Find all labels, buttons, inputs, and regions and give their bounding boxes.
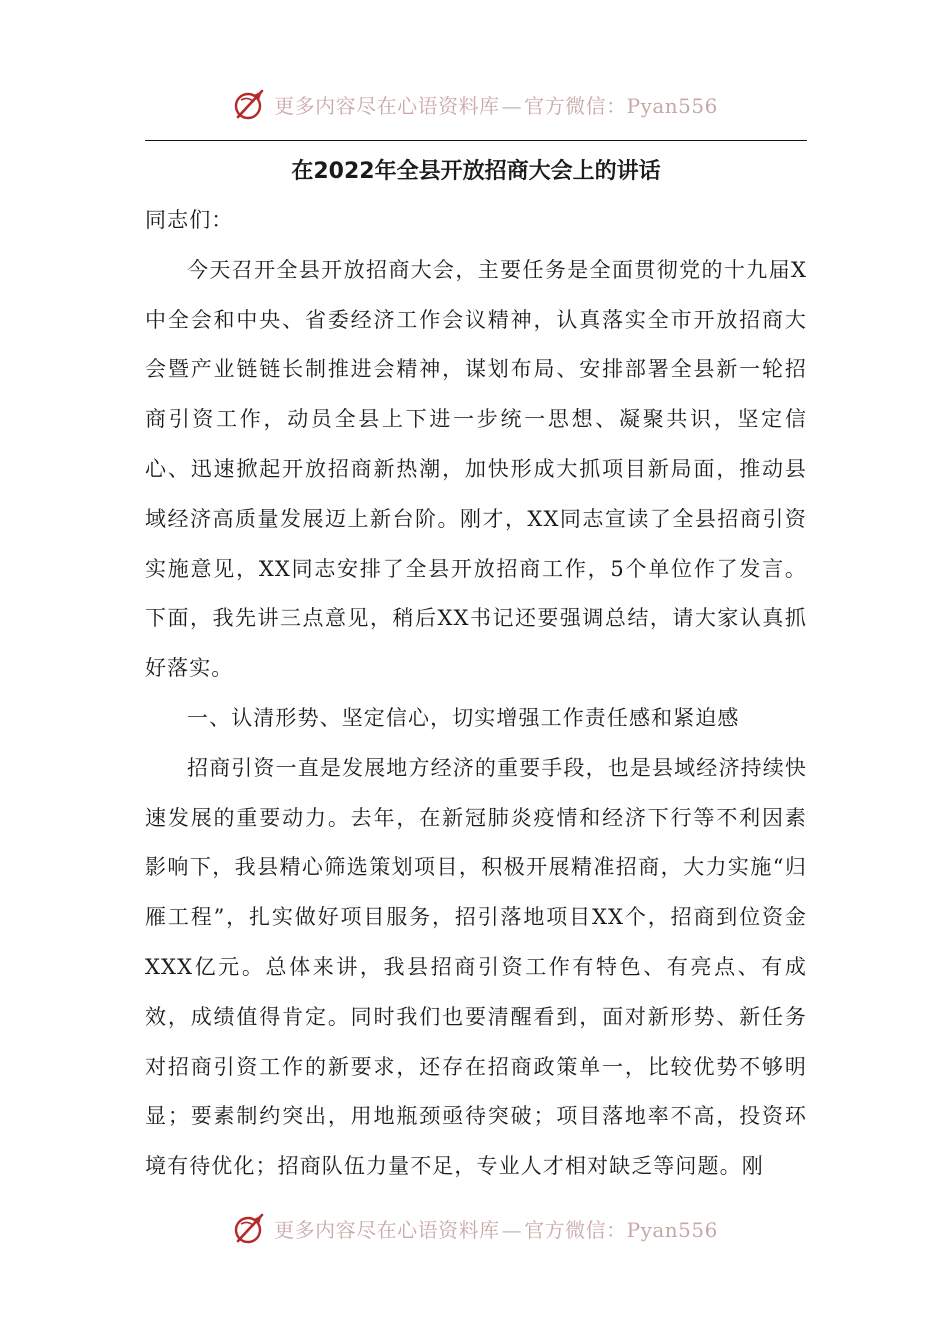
header-rule (145, 140, 807, 141)
section-heading-1: 一、认清形势、坚定信心，切实增强工作责任感和紧迫感 (187, 705, 740, 730)
quill-logo-icon (232, 86, 268, 122)
banner-text: 更多内容尽在心语资料库 — 官方微信：Pyan556 (274, 93, 718, 118)
wechat-account: Pyan556 (626, 93, 718, 118)
header-banner (0, 82, 950, 126)
wechat-account: Pyan556 (626, 1217, 718, 1242)
document-title: 在2022年全县开放招商大会上的讲话 (291, 159, 661, 184)
banner-text: 更多内容尽在心语资料库 — 官方微信：Pyan556 (274, 1217, 718, 1242)
quill-logo-icon (232, 1210, 268, 1246)
paragraph-section-1: 招商引资一直是发展地方经济的重要手段，也是县域经济持续快速发展的重要动力。去年，在新冠肺炎疫情和经济下行等不利因素影响下，我县精心筛选策划项目，积极开展精准招商，大力实施“归雁工程”，扎实做好项目服务，招引落地项目XX个，招商到位资金XXX亿元。总体来讲，我县招商引资工作有特色、有亮点、有成效，成绩值得肯定。同时我们也要清醒看到，面对新形势、新任务对招商引资工作的新要求，还存在招商政策单一，比较优势不够明显；要素制约突出，用地瓶颈亟待突破；项目落地率不高，投资环境有待优化；招商队伍力量不足，专业人才相对缺乏等问题。刚 (145, 755, 807, 1179)
footer-banner (0, 1206, 950, 1250)
greeting: 同志们： (145, 208, 234, 232)
document-body (145, 196, 807, 1192)
paragraph-intro: 今天召开全县开放招商大会，主要任务是全面贯彻党的十九届X中全会和中央、省委经济工作会议精神，认真落实全市开放招商大会暨产业链链长制推进会精神，谋划布局、安排部署全县新一轮招商引资工作，动员全县上下进一步统一思想、凝聚共识，坚定信心、迅速掀起开放招商新热潮，加快形成大抓项目新局面，推动县域经济高质量发展迈上新台阶。刚才，XX同志宣读了全县招商引资实施意见，XX同志安排了全县开放招商工作，5个单位作了发言。下面，我先讲三点意见，稍后XX书记还要强调总结，请大家认真抓好落实。 (145, 257, 807, 681)
